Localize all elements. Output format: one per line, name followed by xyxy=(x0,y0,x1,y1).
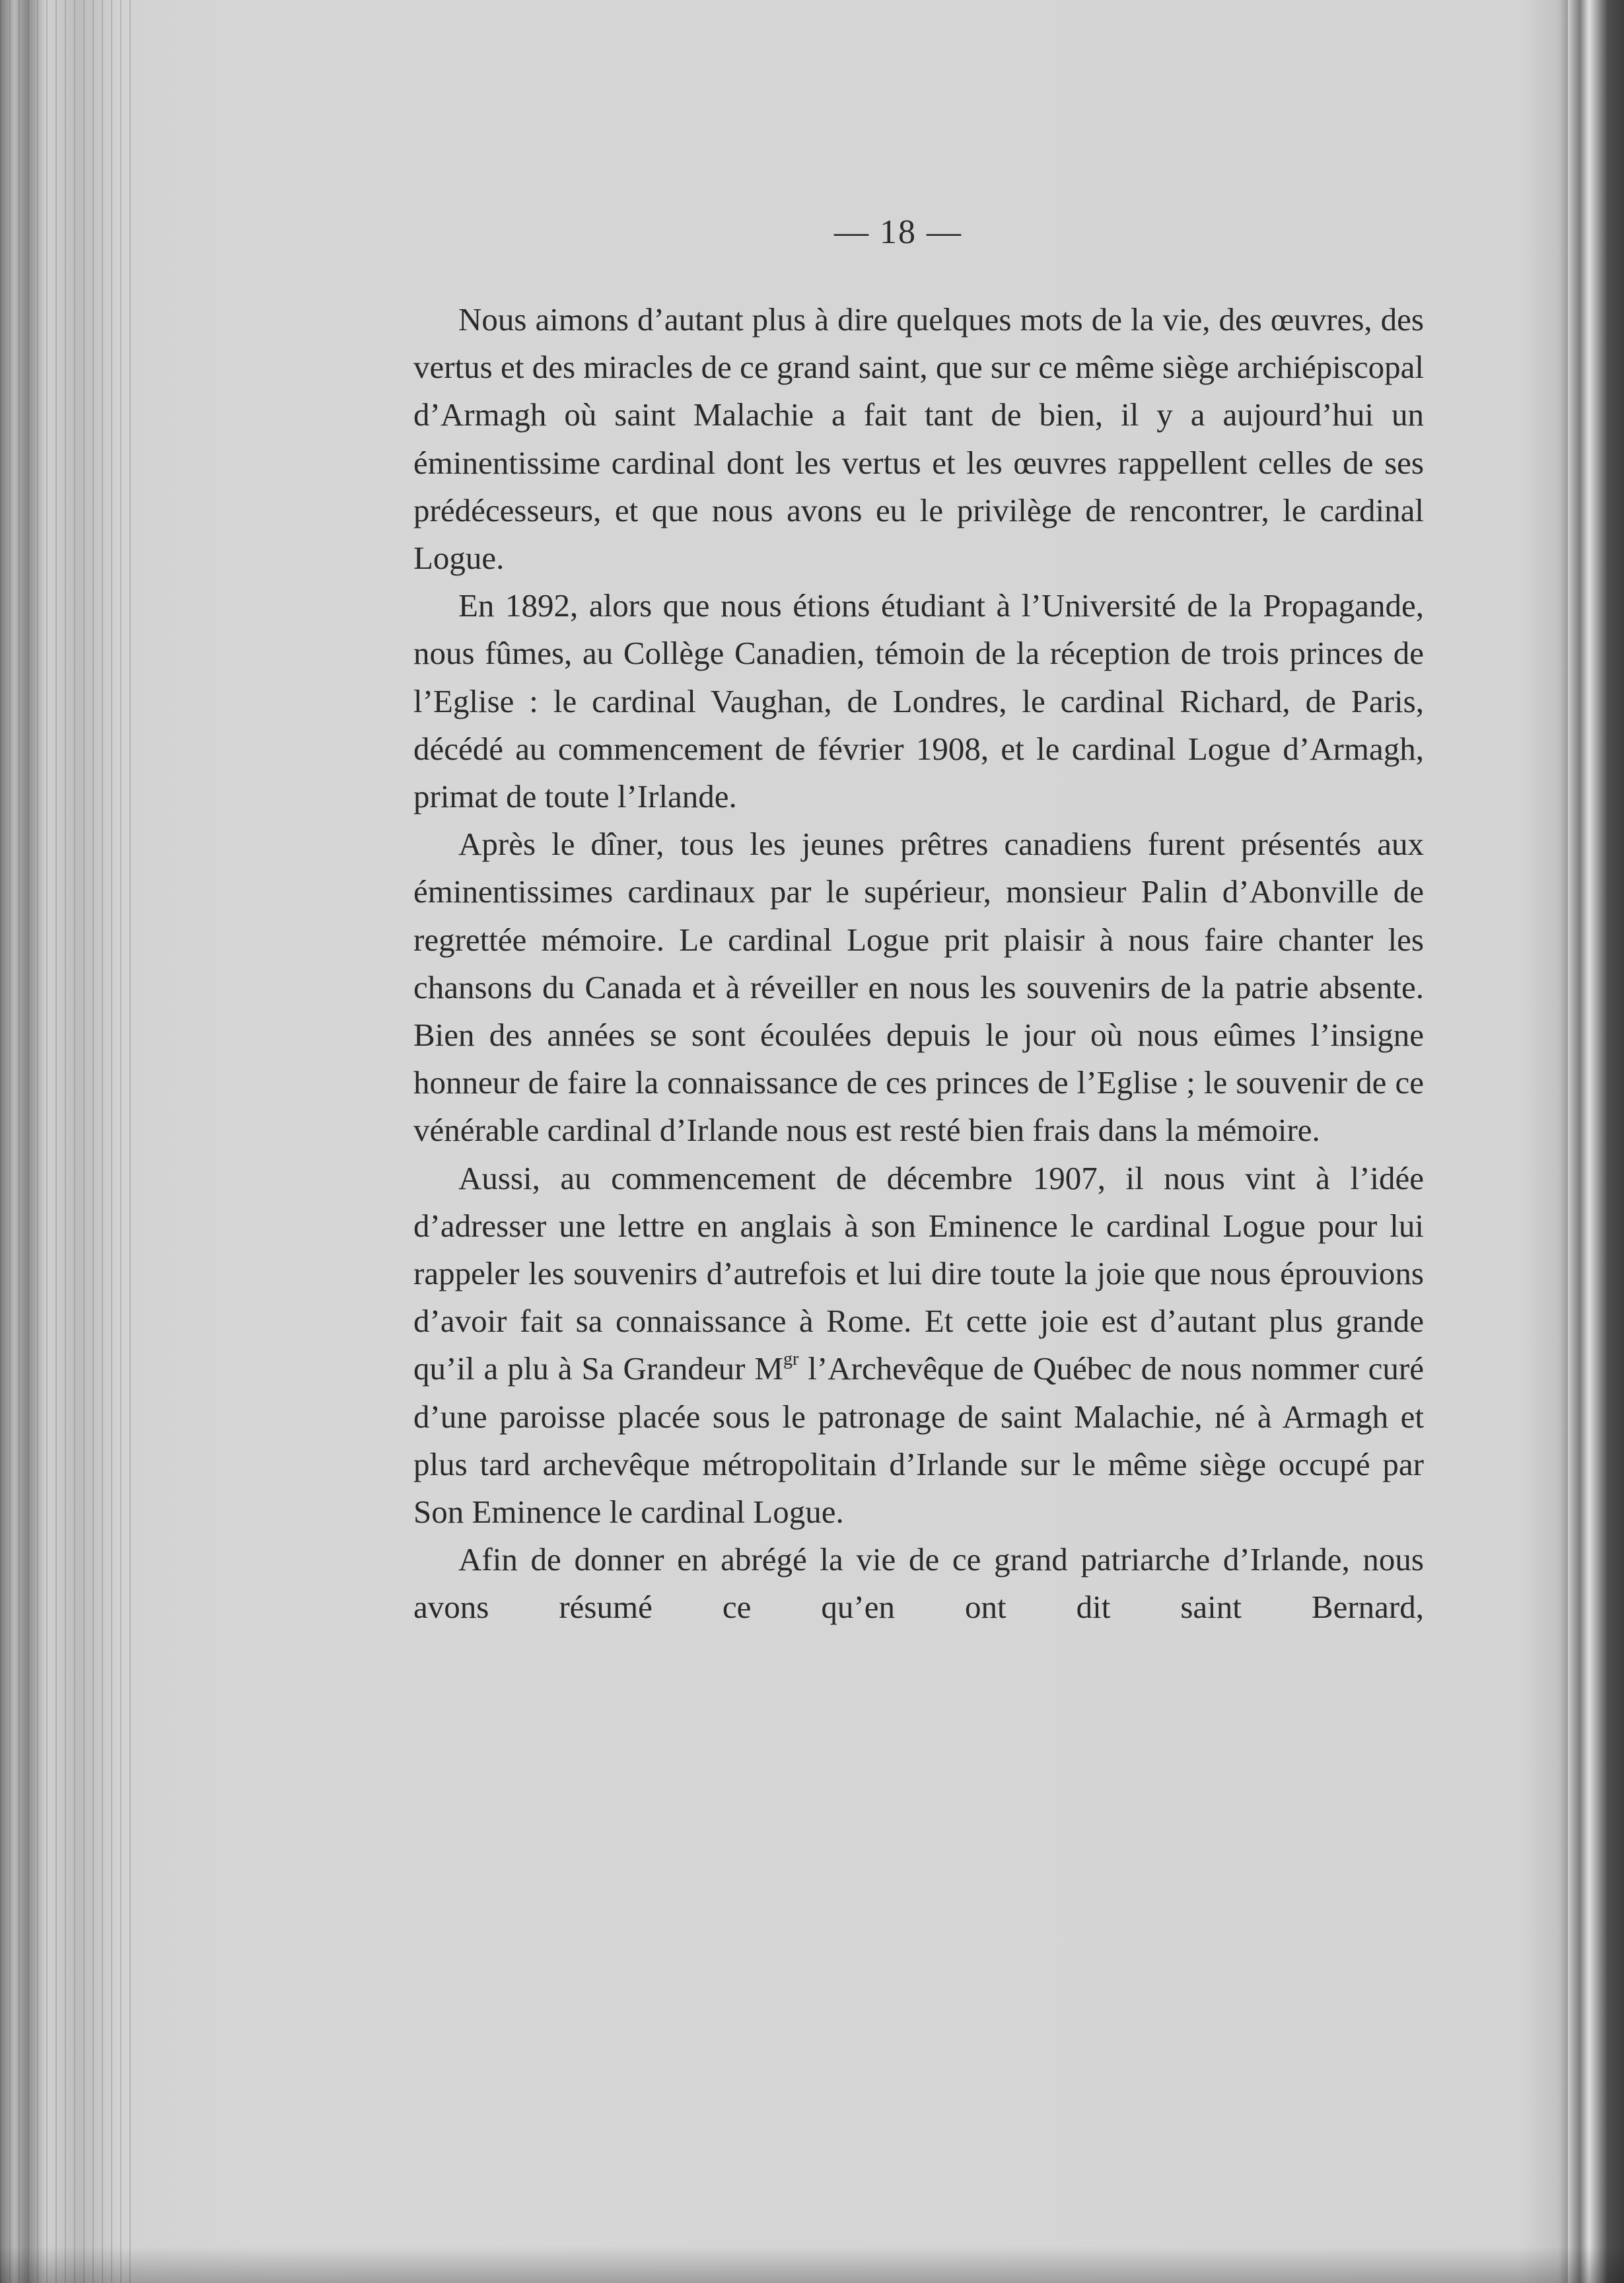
book-binding-edge xyxy=(0,0,132,2283)
superscript-abbreviation: gr xyxy=(783,1349,799,1370)
paragraph: En 1892, alors que nous étions étudiant à l’Université de la Propagande, nous fûmes, au Collège Canadien, témoin de la réception de trois princes de l’Eglise : le cardinal Vaughan, de Londres, le cardinal Richard, de Paris, décédé au commencement de février 1908, et le cardinal Logue d’Armagh, primat de toute l’Irlande. xyxy=(413,587,1424,815)
page-right-edge xyxy=(1568,0,1624,2283)
paragraph-text-start: Aussi, au commencement de décembre 1907, il nous vint à l’idée d’adresser une lettre en anglais à son Eminence le cardinal Logue pour lui rappeler les souvenirs d’autrefois et lui dire toute la joie que nous éprouvions d’avoir fait sa connaissance à Rome. Et cette joie est d’autant plus grande qu’il a plu à Sa Grandeur M xyxy=(413,1159,1424,1387)
paragraph xyxy=(413,1155,1424,1537)
paragraph: Après le dîner, tous les jeunes prêtres canadiens furent présentés aux éminentissimes cardinaux par le supérieur, monsieur Palin d’Abonville de regrettée mémoire. Le cardinal Logue prit plaisir à nous faire chanter les chansons du Canada et à réveiller en nous les souvenirs de la patrie absente. Bien des années se sont écoulées depuis le jour où nous eûmes l’insigne honneur de faire la connaissance de ces princes de l’Eglise ; le souvenir de ce vénérable cardinal d’Irlande nous est resté bien frais dans la mémoire. xyxy=(413,826,1424,1149)
page-number: — 18 — xyxy=(834,213,962,251)
body-text xyxy=(413,296,1424,1632)
paragraph: Nous aimons d’autant plus à dire quelques mots de la vie, des œuvres, des vertus et des miracles de ce grand saint, que sur ce même siège archiépiscopal d’Armagh où saint Malachie a fait tant de bien, il y a aujourd’hui un éminentissime cardinal dont les vertus et les œuvres rappellent celles de ses prédécesseurs, et que nous avons eu le privilège de rencontrer, le cardinal Logue. xyxy=(413,301,1424,577)
page-bottom-shadow xyxy=(0,2246,1624,2283)
paragraph: Afin de donner en abrégé la vie de ce grand patriarche d’Irlande, nous avons résumé ce qu’en ont dit saint Bernard, xyxy=(413,1541,1424,1626)
paragraph-text-end: l’Archevêque de Québec de nous nommer curé d’une paroisse placée sous le patronage de saint Malachie, né à Armagh et plus tard archevêque métropolitain d’Irlande sur le même siège occupé par Son Eminence le cardinal Logue. xyxy=(413,1350,1425,1531)
